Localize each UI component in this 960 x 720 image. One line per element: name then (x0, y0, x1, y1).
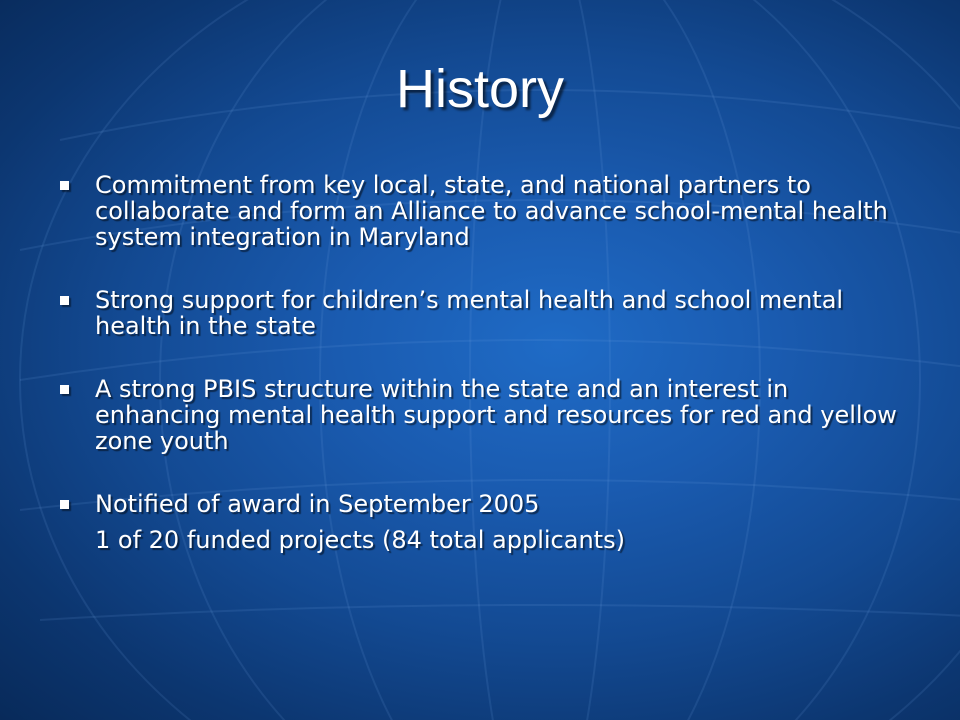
bullet-item (60, 376, 920, 454)
square-bullet-icon (60, 385, 69, 394)
bullet-list (60, 172, 920, 553)
bullet-item (60, 287, 920, 339)
bullet-text: Commitment from key local, state, and national partners to collaborate and form an Alliance to advance school-mental health system integration in Maryland (95, 171, 888, 251)
bullet-text: Strong support for children’s mental health and school mental health in the state (95, 286, 844, 340)
square-bullet-icon (60, 296, 69, 305)
bullet-text: A strong PBIS structure within the state and an interest in enhancing mental health support and resources for red and yellow zone youth (95, 375, 897, 455)
square-bullet-icon (60, 500, 69, 509)
bullet-text: Notified of award in September 2005 (95, 490, 540, 518)
bullet-item (60, 491, 920, 553)
bullet-item (60, 172, 920, 250)
square-bullet-icon (60, 181, 69, 190)
slide-title: History (395, 59, 564, 119)
bullet-continuation-text: 1 of 20 funded projects (84 total applicants) (95, 526, 625, 554)
